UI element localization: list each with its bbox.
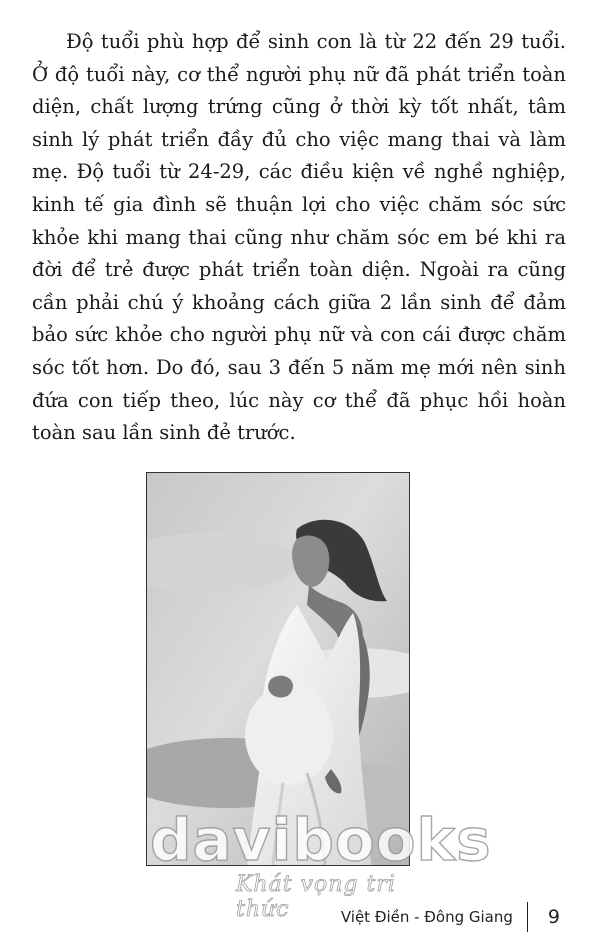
body-text <box>32 26 566 450</box>
page-footer <box>341 902 560 932</box>
watermark-logo: davibooks <box>150 806 492 874</box>
watermark-slogan: Khát vọng tri thức <box>236 872 396 922</box>
body-paragraph: Độ tuổi phù hợp để sinh con là từ 22 đến 29 tuổi. Ở độ tuổi này, cơ thể người phụ nữ đã phát triển toàn diện, chất lượng trứng cũng ở thời kỳ tốt nhất, tâm sinh lý phát triển đầy đủ cho việc mang thai và làm mẹ. Độ tuổi từ 24-29, các điều kiện về nghề nghiệp, kinh tế gia đình sẽ thuận lợi cho việc chăm sóc sức khỏe khi mang thai cũng như chăm sóc em bé khi ra đời để trẻ được phát triển toàn diện. Ngoài ra cũng cần phải chú ý khoảng cách giữa 2 lần sinh để đảm bảo sức khỏe cho người phụ nữ và con cái được chăm sóc tốt hơn. Do đó, sau 3 đến 5 năm mẹ mới nên sinh đứa con tiếp theo, lúc này cơ thể đã phục hồi hoàn toàn sau lần sinh đẻ trước. <box>32 30 566 445</box>
page-number: 9 <box>547 906 560 928</box>
footer-divider <box>527 902 528 932</box>
footer-authors: Việt Điền - Đông Giang <box>340 908 513 926</box>
